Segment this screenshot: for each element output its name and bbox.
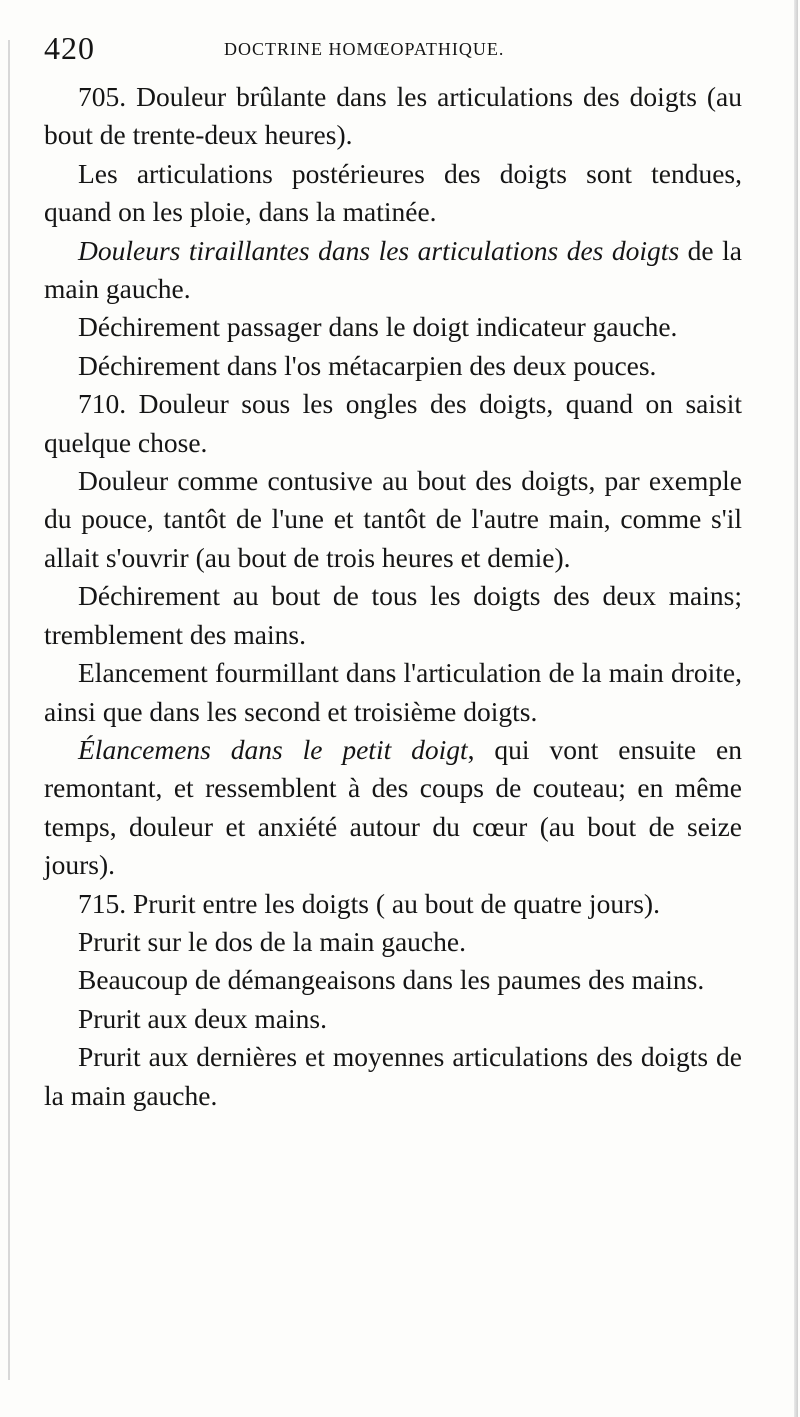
entry-dechirement-deux-mains: Déchirement au bout de tous les doigts des deux mains; tremblement des mains. [44,580,742,650]
page-edge [794,0,798,1417]
entry-dechirement-indicateur: Déchirement passager dans le doigt indicateur gauche. [78,311,678,343]
entry-dechirement-metacarpien: Déchirement dans l'os métacarpien des deux pouces. [78,349,657,381]
entry-continuation: , qui vont ensuite en remontant, et ressemblent à des coups de couteau; en même temps, douleur et anxiété autour du cœur (au bout de seize jours). [44,733,742,881]
entry-douleurs-tiraillantes [44,232,742,309]
entry-prurit-dos-main: Prurit sur le dos de la main gauche. [78,925,466,957]
page-gutter-shadow [8,40,10,1380]
body-text [44,78,742,1115]
entry-elancement-fourmillant: Elancement fourmillant dans l'articulation de la main droite, ainsi que dans les second et troisième doigts. [44,657,742,727]
entry-continuation: de la main gauche. [44,234,743,305]
page-header [44,30,744,70]
page-number: 420 [44,30,95,66]
entry-prurit-articulations: Prurit aux dernières et moyennes articulations des doigts de la main gauche. [44,1041,742,1111]
entry-715: 715. Prurit entre les doigts ( au bout de quatre jours). [78,887,660,919]
entry-demangeaisons-paumes: Beaucoup de démangeaisons dans les paumes des mains. [78,964,705,996]
entry-emphasis: Élancemens dans le petit doigt [78,733,468,765]
running-head: DOCTRINE HOMŒOPATHIQUE. [224,39,505,59]
entry-douleur-contusive: Douleur comme contusive au bout des doigts, par exemple du pouce, tantôt de l'une et tantôt de l'autre main, comme s'il allait s'ouvrir (au bout de trois heures et demie). [44,465,742,573]
entry-prurit-deux-mains: Prurit aux deux mains. [78,1002,327,1034]
entry-elancemens-petit-doigt [44,731,742,885]
entry-emphasis: Douleurs tiraillantes dans les articulations des doigts [78,234,680,266]
entry-710: 710. Douleur sous les ongles des doigts, quand on saisit quelque chose. [44,388,742,458]
entry-705: 705. Douleur brûlante dans les articulations des doigts (au bout de trente-deux heures). [44,81,742,151]
entry-articulations-posterieures: Les articulations postérieures des doigts sont tendues, quand on les ploie, dans la matinée. [44,157,742,228]
